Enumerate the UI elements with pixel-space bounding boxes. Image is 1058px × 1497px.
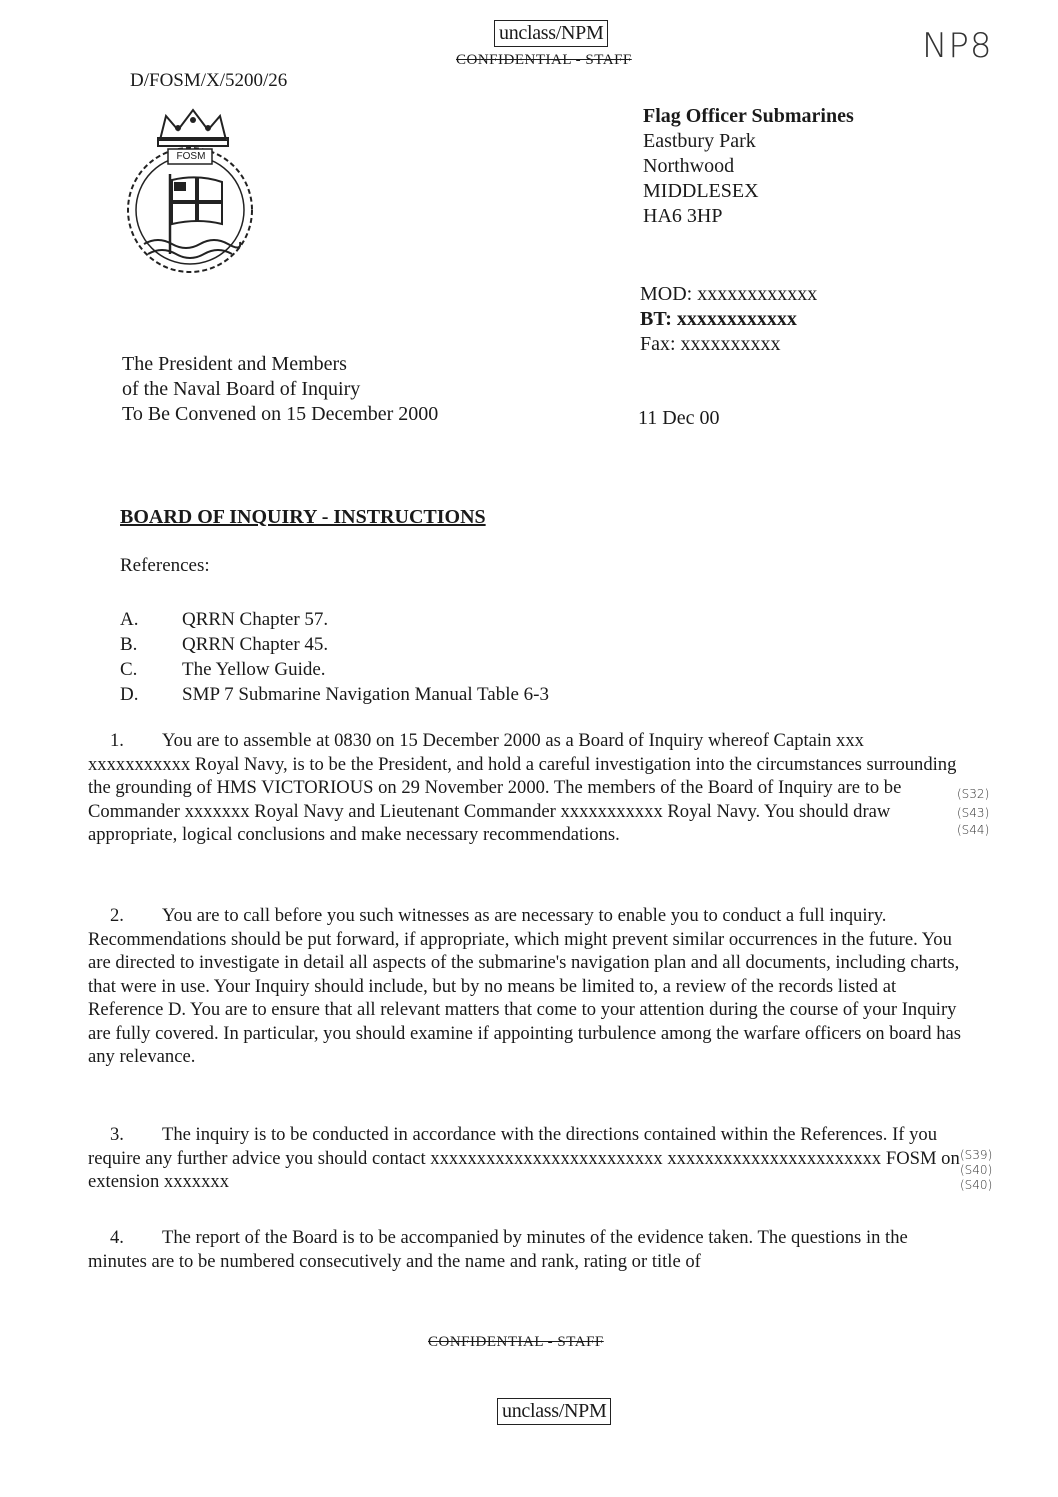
reference-label: D. bbox=[120, 684, 139, 705]
recipient-address bbox=[122, 352, 438, 427]
reference-label: B. bbox=[120, 634, 138, 655]
reference-text: QRRN Chapter 57. bbox=[182, 609, 329, 630]
recipient-line: To Be Convened on 15 December 2000 bbox=[122, 403, 439, 425]
references-list bbox=[120, 607, 720, 707]
file-reference: D/FOSM/X/5200/26 bbox=[130, 70, 288, 91]
sender-address bbox=[643, 104, 854, 229]
sender-line: HA6 3HP bbox=[643, 205, 723, 227]
margin-note: (S40) bbox=[960, 1178, 993, 1192]
reference-item bbox=[120, 607, 720, 632]
classification-stamp-bottom: unclass/NPM bbox=[497, 1398, 611, 1425]
paragraph-text: You are to assemble at 0830 on 15 December 2000 as a Board of Inquiry whereof Captain xxx xxxxxxxxxxx Royal Navy, is to be the President, and hold a careful investigation into the circumstances surrounding the grounding of HMS VICTORIOUS on 29 November 2000. The members of the Board of Inquiry are to be Commander xxxxxxx Royal Navy and Lieutenant Commander xxxxxxxxxxx Royal Navy. You should draw appropriate, logical conclusions and make necessary recommendations. bbox=[88, 730, 957, 845]
margin-note: (S43) bbox=[957, 806, 990, 820]
margin-note: (S44) bbox=[957, 823, 990, 837]
sender-line: Northwood bbox=[643, 155, 735, 177]
sender-line: Flag Officer Submarines bbox=[643, 105, 854, 127]
reference-item bbox=[120, 682, 720, 707]
bt-number: BT: xxxxxxxxxxxx bbox=[640, 308, 797, 330]
reference-text: The Yellow Guide. bbox=[182, 659, 326, 680]
paragraph-text: The inquiry is to be conducted in accordance with the directions contained within the References. If you require any further advice you should contact xxxxxxxxxxxxxxxxxxxxxxxxx xxxxxxxxxxxxxxxxxxxxxxx FOSM on extension xxxxxxx bbox=[88, 1124, 960, 1192]
reference-text: QRRN Chapter 45. bbox=[182, 634, 329, 655]
paragraph-number: 1. bbox=[110, 730, 124, 751]
reference-label: C. bbox=[120, 659, 138, 680]
paragraph-text: You are to call before you such witnesses as are necessary to enable you to conduct a full inquiry. Recommendations should be put forward, if appropriate, which might prevent similar occurrences in the future. You are directed to investigate in detail all aspects of the submarine's navigation plan and all documents, including charts, that were in use. Your Inquiry should include, but by no means be limited to, a review of the records listed at Reference D. You are to ensure that all relevant matters that come to your attention during the course of your Inquiry are fully covered. In particular, you should examine if appointing turbulence among the warfare officers on board has any relevance. bbox=[88, 905, 962, 1067]
sender-line: Eastbury Park bbox=[643, 130, 756, 152]
reference-item bbox=[120, 657, 720, 682]
letter-date: 11 Dec 00 bbox=[638, 407, 720, 429]
paragraph-3 bbox=[88, 1123, 968, 1194]
fosm-crest bbox=[118, 104, 268, 279]
margin-note: (S32) bbox=[957, 787, 990, 801]
paragraph-number: 3. bbox=[110, 1124, 124, 1145]
paragraph-2 bbox=[88, 904, 968, 1069]
document-title: BOARD OF INQUIRY - INSTRUCTIONS bbox=[120, 506, 486, 528]
paragraph-1 bbox=[88, 729, 968, 847]
reference-label: A. bbox=[120, 609, 139, 630]
paragraph-number: 4. bbox=[110, 1227, 124, 1248]
reference-item bbox=[120, 632, 720, 657]
paragraph-4 bbox=[88, 1226, 968, 1273]
crest-label: FOSM bbox=[176, 151, 206, 162]
margin-note: (S39) bbox=[960, 1148, 993, 1162]
mod-number: MOD: xxxxxxxxxxxx bbox=[640, 283, 818, 305]
margin-notes-paragraph-1 bbox=[957, 787, 989, 838]
paragraph-number: 2. bbox=[110, 905, 124, 926]
fax-number: Fax: xxxxxxxxxx bbox=[640, 333, 781, 355]
crest-icon bbox=[118, 104, 268, 279]
struck-marking-bottom: CONFIDENTIAL - STAFF bbox=[428, 1334, 604, 1350]
recipient-line: of the Naval Board of Inquiry bbox=[122, 378, 361, 400]
classification-stamp-top: unclass/NPM bbox=[494, 20, 608, 47]
sender-line: MIDDLESEX bbox=[643, 180, 759, 202]
paragraph-text: The report of the Board is to be accompanied by minutes of the evidence taken. The questions in the minutes are to be numbered consecutively and the name and rank, rating or title of bbox=[88, 1227, 908, 1272]
references-heading: References: bbox=[120, 555, 210, 576]
handwritten-reference: NP8 bbox=[922, 26, 993, 66]
reference-text: SMP 7 Submarine Navigation Manual Table 6-3 bbox=[182, 684, 550, 705]
margin-note: (S40) bbox=[960, 1163, 993, 1177]
contact-block bbox=[640, 282, 817, 357]
recipient-line: The President and Members bbox=[122, 353, 347, 375]
struck-marking-top: CONFIDENTIAL - STAFF bbox=[456, 52, 632, 68]
margin-notes-paragraph-3 bbox=[960, 1148, 992, 1193]
